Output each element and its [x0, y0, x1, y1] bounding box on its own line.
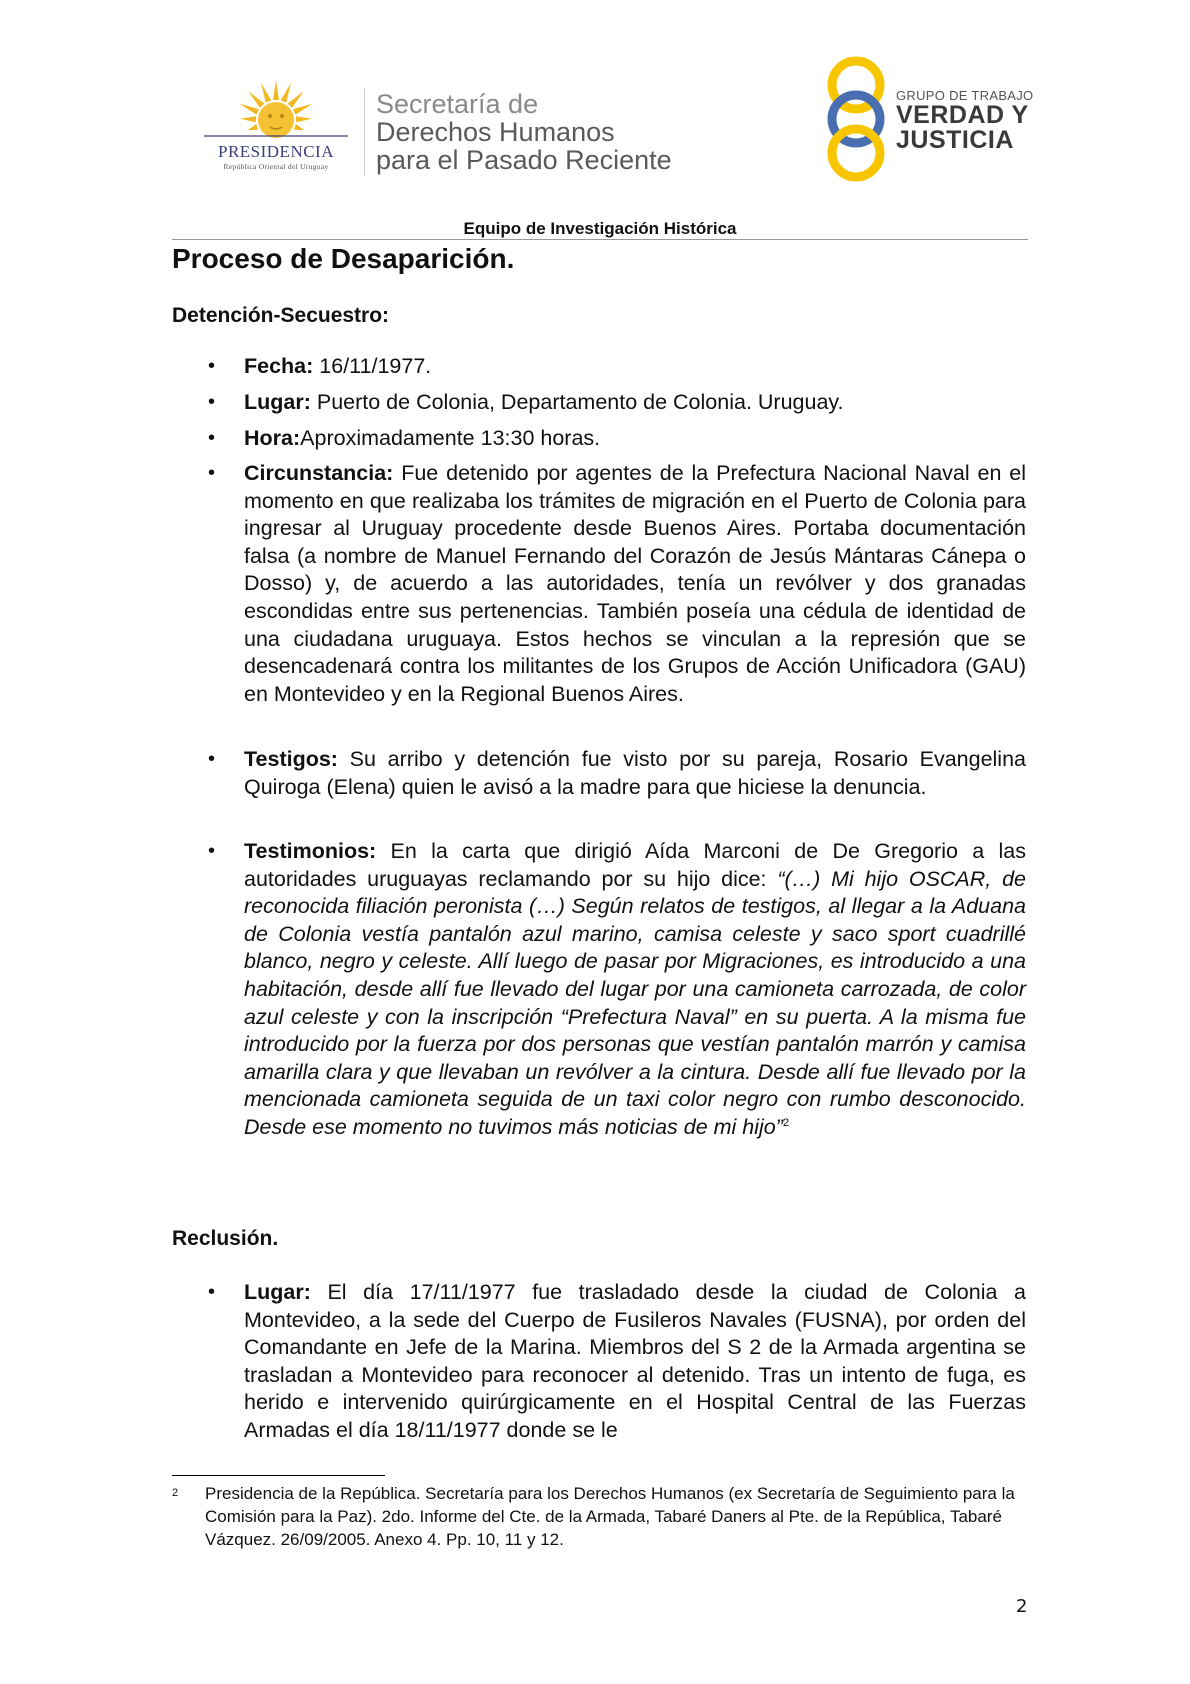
- presidencia-logo: [196, 78, 356, 183]
- item-text: Aproximadamente 13:30 horas.: [300, 426, 601, 450]
- list-item-testigos: [244, 746, 1026, 801]
- header-rule: [172, 239, 1028, 240]
- gtvj-line-1: GRUPO DE TRABAJO: [896, 88, 1034, 103]
- item-label: Circunstancia:: [244, 461, 394, 485]
- item-label: Testigos:: [244, 747, 338, 771]
- presidencia-logo-subtext: República Oriental del Uruguay: [223, 162, 329, 171]
- secretaria-line-2: Derechos Humanos: [376, 117, 615, 147]
- bullet-icon: •: [208, 462, 216, 484]
- verdad-justicia-logo-text: [896, 88, 1033, 153]
- item-label: Lugar:: [244, 390, 311, 414]
- bullet-icon: •: [208, 840, 216, 862]
- list-item-circunstancia: [244, 460, 1026, 708]
- secretaria-line-1: Secretaría de: [376, 89, 539, 119]
- bullet-icon: •: [208, 355, 216, 377]
- bullet-icon: •: [208, 427, 216, 449]
- item-text: Su arribo y detención fue visto por su pareja, Rosario Evangelina Quiroga (Elena) quien le avisó a la madre para que hiciese la denuncia.: [244, 747, 1026, 799]
- sun-icon: [196, 78, 356, 148]
- logo-divider: [364, 88, 365, 176]
- team-title: Equipo de Investigación Histórica: [463, 219, 737, 238]
- item-text: Puerto de Colonia, Departamento de Colonia. Uruguay.: [310, 390, 844, 414]
- footnote: [172, 1482, 1032, 1551]
- secretaria-line-3: para el Pasado Reciente: [376, 145, 672, 175]
- secretaria-logo-text: [376, 90, 672, 174]
- item-label: Lugar:: [244, 1280, 311, 1304]
- page-number: 2: [1016, 1596, 1028, 1617]
- bullet-icon: •: [208, 391, 216, 413]
- bullet-icon: •: [208, 748, 216, 770]
- list-item-lugar: [244, 389, 1026, 417]
- testimony-quote: “(…) Mi hijo OSCAR, de reconocida filiación peronista (…) Según relatos de testigos, al llegar a la Aduana de Colonia vestía pantalón azul marino, camisa celeste y saco sport cuadrillé blanco, negro y celeste. Allí luego de pasar por Migraciones, es introducido a una habitación, desde allí fue llevado del lugar por una camioneta carrozada, de color azul celeste y con la inscripción “Prefectura Naval” en su puerta. A la misma fue introducido por la fuerza por dos personas que vestían pantalón marrón y camisa amarilla clara y que llevaban un revólver a la cintura. Desde allí fue llevado por la mencionada camioneta seguida de un taxi color negro con rumbo desconocido. Desde ese momento no tuvimos más noticias de mi hijo”: [244, 866, 1026, 1139]
- footnote-reference[interactable]: 2: [782, 1116, 790, 1129]
- item-text: El día 17/11/1977 fue trasladado desde la ciudad de Colonia a Montevideo, a la sede del Cuerpo de Fusileros Navales (FUSNA), por orden del Comandante en Jefe de la Marina. Miembros del S 2 de la Armada argentina se trasladan a Montevideo para reconocer al detenido. Tras un intento de fuga, es herido e intervenido quirúrgicamente en el Hospital Central de las Fuerzas Armadas el día 18/11/1977 donde se le: [244, 1280, 1026, 1442]
- item-text: 16/11/1977.: [313, 354, 432, 378]
- item-label: Fecha:: [244, 354, 314, 378]
- list-item-testimonios: [244, 838, 1026, 1142]
- item-text: Fue detenido por agentes de la Prefectura Nacional Naval en el momento en que realizaba los trámites de migración en el Puerto de Colonia para ingresar al Uruguay procedente desde Buenos Aires. Portaba documentación falsa (a nombre de Manuel Fernando del Corazón de Jesús Mántaras Cánepa o Dosso) y, de acuerdo a las autoridades, tenía un revólver y dos granadas escondidas entre sus pertenencias. También poseía una cédula de identidad de una ciudadana uruguaya. Estos hechos se vinculan a la represión que se desencadenará contra los militantes de los Grupos de Acción Unificadora (GAU) en Montevideo y en la Regional Buenos Aires.: [244, 461, 1026, 706]
- page-title: Proceso de Desaparición.: [172, 243, 515, 274]
- footnote-number: 2: [172, 1487, 179, 1499]
- section-heading-detencion: Detención-Secuestro:: [172, 304, 390, 327]
- item-label: Testimonios:: [244, 839, 377, 863]
- list-item-hora: [244, 425, 1026, 453]
- section-heading-reclusion: Reclusión.: [172, 1227, 279, 1250]
- bullet-icon: •: [208, 1281, 216, 1303]
- footnote-text: Presidencia de la República. Secretaría para los Derechos Humanos (ex Secretaría de Seguimiento para la Comisión para la Paz). 2do. Informe del Cte. de la Armada, Tabaré Daners al Pte. de la República, Tabaré Vázquez. 26/09/2005. Anexo 4. Pp. 10, 11 y 12.: [205, 1484, 1015, 1549]
- presidencia-logo-text: PRESIDENCIA: [217, 142, 334, 161]
- list-item-fecha: [244, 353, 1026, 381]
- item-label: Hora:: [244, 426, 301, 450]
- footnote-rule: [172, 1475, 385, 1476]
- gtvj-line-2: VERDAD Y: [896, 101, 1029, 129]
- list-item-reclusion-lugar: [244, 1279, 1026, 1445]
- gtvj-line-3: JUSTICIA: [896, 126, 1014, 154]
- item-text: En la carta que dirigió Aída Marconi de De Gregorio a las autoridades uruguayas reclamando por su hijo dice:: [244, 839, 1026, 891]
- verdad-justicia-rings-icon: [822, 55, 902, 183]
